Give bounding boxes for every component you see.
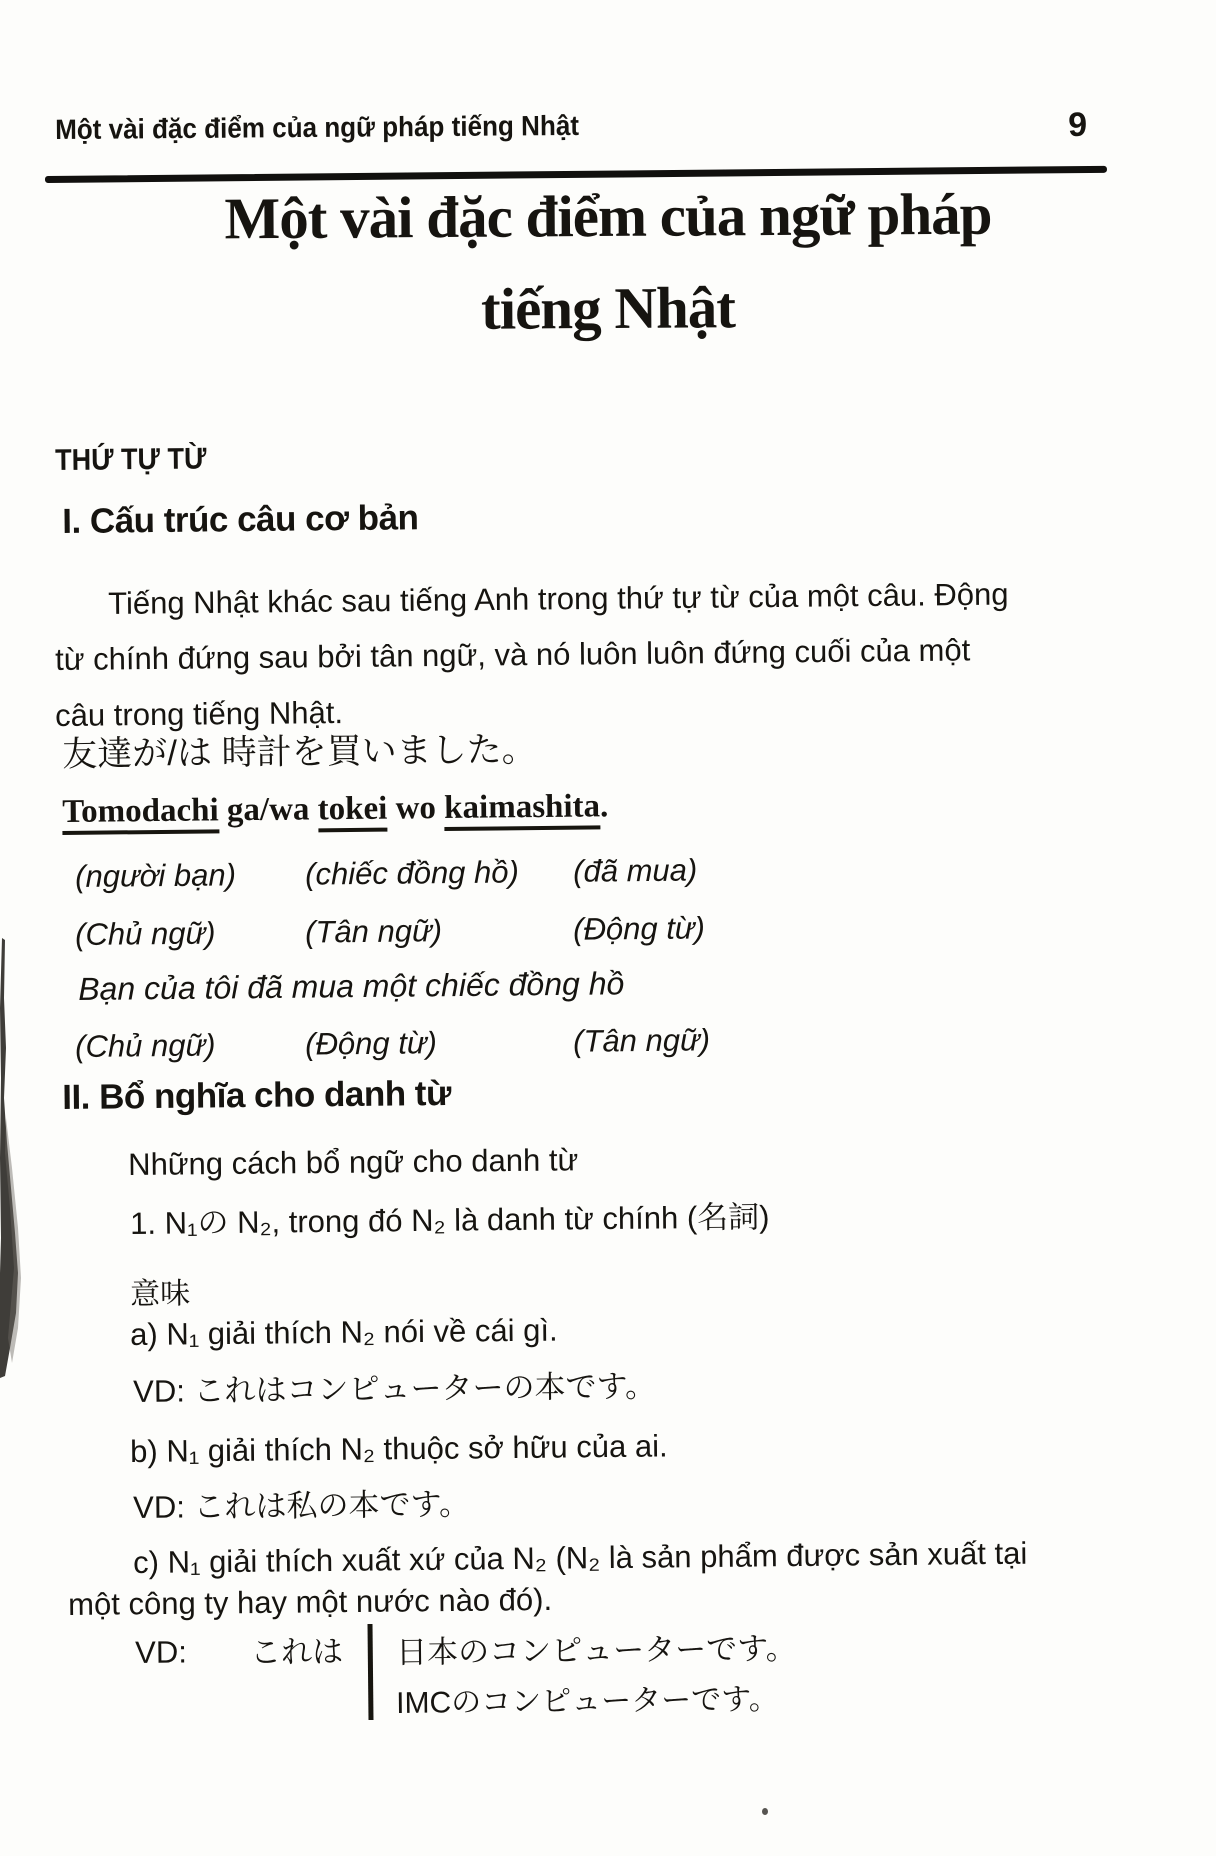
- section-intro: Những cách bổ ngữ cho danh từ: [128, 1142, 579, 1182]
- scan-binding-artifact: [0, 938, 24, 1378]
- gloss-cell: (Động từ): [572, 910, 705, 947]
- example-vd-a: VD: これはコンピューターの本です。: [133, 1368, 657, 1409]
- gloss-cell: (Tân ngữ): [304, 913, 443, 950]
- chapter-title-line1: Một vài đặc điểm của ngữ pháp: [224, 180, 992, 252]
- gloss-cell: (Chủ ngữ): [75, 915, 216, 952]
- paragraph-line: từ chính đứng sau bởi tân ngữ, và nó luôn luôn đứng cuối của một: [55, 632, 971, 677]
- rule-n1-no-n2: 1. N₁の N₂, trong đó N₂ là danh từ chính (名詞): [130, 1199, 770, 1241]
- romaji-particle: ga/wa: [218, 791, 318, 829]
- list-item-c-line1: c) N₁ giải thích xuất xứ của N₂ (N₂ là sản phẩm được sản xuất tại: [133, 1535, 1028, 1580]
- example-vd-c-label: VD:: [135, 1634, 188, 1670]
- section-heading-2: II. Bổ nghĩa cho danh từ: [62, 1073, 452, 1117]
- vietnamese-translation: Bạn của tôi đã mua một chiếc đồng hồ: [78, 965, 625, 1007]
- list-item-a: a) N₁ giải thích N₂ nói về cái gì.: [130, 1312, 558, 1352]
- gloss-cell: (người bạn): [75, 857, 237, 894]
- example-vd-c-option: IMCのコンピューターです。: [396, 1682, 779, 1720]
- gloss-cell: (chiếc đồng hồ): [304, 854, 520, 892]
- running-header-title: Một vài đặc điểm của ngữ pháp tiếng Nhật: [55, 109, 580, 145]
- romaji-word-underlined: Tomodachi: [62, 792, 219, 835]
- japanese-example-sentence: 友達が/は 時計を買いました。: [62, 730, 537, 774]
- gloss-cell: (Tân ngữ): [572, 1022, 711, 1059]
- romaji-word-underlined: tokei: [318, 791, 388, 833]
- list-item-b: b) N₁ giải thích N₂ thuộc sở hữu của ai.: [130, 1428, 668, 1469]
- gloss-cell: (Chủ ngữ): [75, 1027, 216, 1064]
- list-item-c-line2: một công ty hay một nước nào đó).: [68, 1581, 553, 1622]
- page-number: 9: [1068, 105, 1088, 144]
- chapter-title-line2: tiếng Nhật: [480, 274, 736, 342]
- meaning-label: 意味: [130, 1277, 191, 1311]
- example-vd-c-option: 日本のコンピューターです。: [396, 1630, 797, 1670]
- romaji-sentence: [62, 786, 609, 833]
- gloss-cell: (Động từ): [304, 1025, 437, 1062]
- paragraph-line: câu trong tiếng Nhật.: [55, 694, 344, 733]
- gloss-row-roles-japanese-order: [75, 908, 835, 966]
- romaji-period: .: [599, 788, 609, 825]
- example-vd-b: VD: これは私の本です。: [133, 1486, 471, 1525]
- scan-speck: [762, 1808, 768, 1815]
- gloss-cell: (đã mua): [572, 852, 698, 889]
- bracket-bar: [367, 1624, 373, 1720]
- paragraph-line: Tiếng Nhật khác sau tiếng Anh trong thứ tự từ của một câu. Động: [108, 576, 1009, 621]
- gloss-row-roles-vietnamese-order: [75, 1020, 835, 1078]
- kicker-word-order: THỨ TỰ TỪ: [55, 442, 207, 477]
- example-vd-c-lead: これは: [250, 1634, 344, 1670]
- romaji-word-underlined: kaimashita: [444, 788, 600, 831]
- section-heading-1: I. Cấu trúc câu cơ bản: [62, 498, 419, 541]
- romaji-particle: wo: [387, 789, 445, 827]
- gloss-row-words: [75, 850, 835, 908]
